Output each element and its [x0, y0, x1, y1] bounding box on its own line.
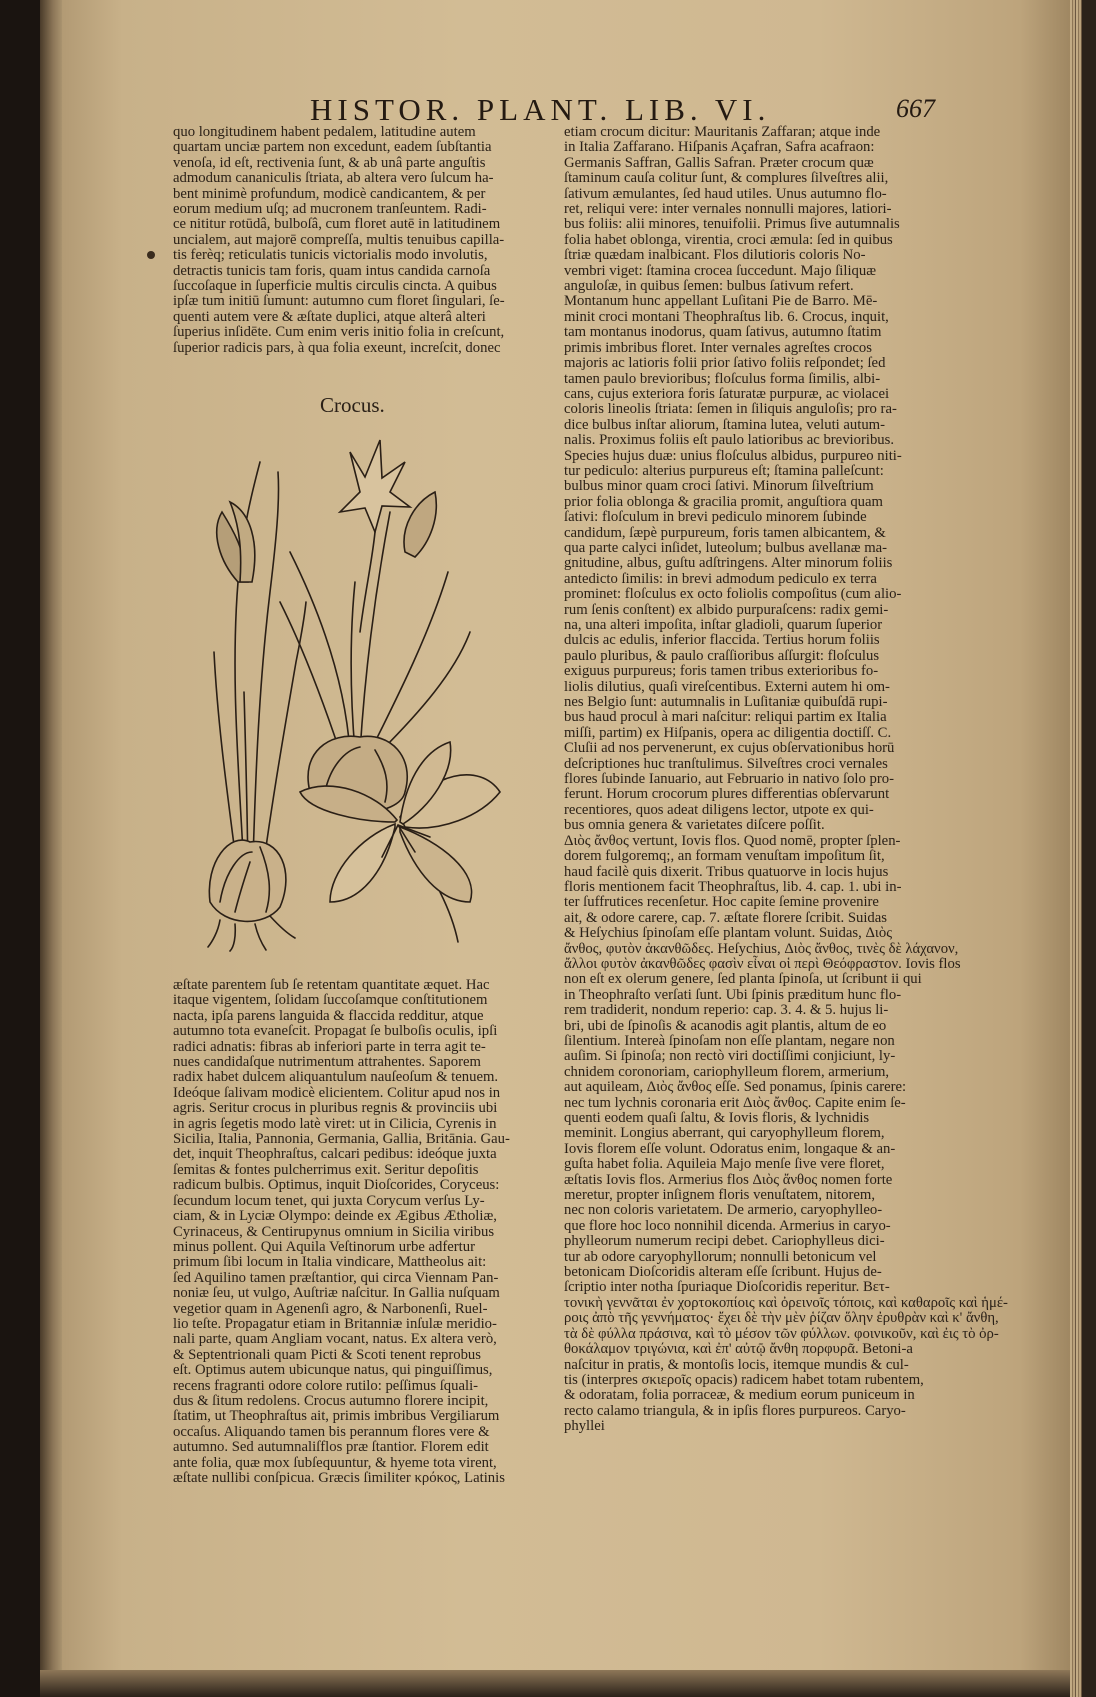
text-line: meminit. Longius aberrant, qui caryophylleum florem,: [564, 1125, 885, 1142]
text-line: bus haud procul à mari naſcitur: reliqui partim ex Italia: [564, 709, 887, 726]
text-line: uncialem, aut majorē compreſſa, multis tenuibus capilla-: [173, 231, 505, 248]
left-column-bottom: [173, 978, 510, 1486]
text-line: gnitudine, albus, guſtu adſtringens. Alter minorum foliis: [564, 555, 893, 572]
text-line: in Theophraſto verſati ſunt. Ubi ſpinis præditum hunc flo-: [564, 986, 902, 1003]
text-line: vembri viget: ſtamina crocea ſuccedunt. Majo ſiliquæ: [564, 262, 877, 279]
text-line: autumno. Sed autumnaliſflos præ ſtantior. Florem edit: [173, 1439, 489, 1456]
text-line: radicum bulbis. Optimus, inquit Dioſcorides, Coryceus:: [173, 1177, 500, 1194]
text-line: ciam, & in Lyciæ Olympo: deinde ex Ægibus Ætholiæ,: [173, 1208, 497, 1225]
text-line: Iovis florem eſſe volunt. Odoratus enim, longaque & an-: [564, 1140, 896, 1157]
text-line: detractis tunicis tam foris, quam intus candida carnoſa: [173, 262, 491, 279]
text-line: coloris lineolis ſtriata: ſemen in ſiliquis anguloſis; pro ra-: [564, 401, 897, 418]
text-line: dorem fulgoremq;, an formam venuſtam impoſitum ſit,: [564, 848, 885, 865]
text-line: Διὸς ἄνθος vertunt, Iovis flos. Quod nomē, propter ſplen-: [564, 832, 901, 849]
text-line: quenti autem vere & æſtate duplici, atque alterâ alteri: [173, 308, 486, 325]
leaf: [370, 572, 448, 752]
text-line: exiguus purpureus; foris tamen tribus exterioribus fo-: [564, 663, 879, 680]
text-line: & Heſychius ſpinoſam eſſe plantam volunt. Suidas, Διὸς: [564, 925, 893, 942]
text-line: τονικὴ γεννᾶται ἐν χορτοκοπίοις καὶ ὀρεινοῖς τόποις, καὶ καθαροῖς καὶ ἡμέ-: [564, 1294, 1008, 1311]
text-line: ter ſuffrutices recenſetur. Hoc capite ſemine provenire: [564, 894, 879, 911]
text-line: dulcis ac edulis, inferior flaccida. Tertius horum foliis: [564, 632, 880, 649]
text-line: auſim. Si ſpinoſa; non rectò viri doctiſſimi conjiciunt, ly-: [564, 1048, 896, 1065]
text-line: radix habet dulcem aliquantulum nauſeoſum & tenuem.: [173, 1069, 499, 1086]
text-line: etiam crocum dicitur: Mauritanis Zaffaran; atque inde: [564, 124, 881, 140]
text-line: nes Belgio ſunt: autumnalis in Luſitaniæ quibuſdā rupi-: [564, 694, 888, 711]
text-line: cans, cujus exteriora foris ſaturatæ purpuræ, ac violacei: [564, 385, 890, 402]
text-line: paulo pluribus, & paulo craſſioribus aſſurgit: floſculus: [564, 647, 880, 664]
text-line: Species hujus duæ: unius floſculus albidus, purpureo niti-: [564, 447, 902, 464]
crocus-flower-open: [340, 440, 410, 532]
text-line: bus foliis: alii minores, tenuifolii. Primus ſive autumnalis: [564, 216, 900, 233]
page-header: [310, 92, 935, 127]
text-line: deſcriptiones huc tranſtulimus. Silveſtres croci vernales: [564, 755, 888, 772]
text-line: tam montanus inodorus, quam ſativus, autumno ſtatim: [564, 324, 882, 341]
text-line: ἄνθος, φυτὸν ἀκανθῶδες. Heſychius, Διὸς ἄνθος, τινὲς δὲ λάχανον,: [564, 940, 959, 957]
text-line: folia habet oblonga, virentia, croci æmula: ſed in quibus: [564, 231, 893, 248]
text-line: betonicam Dioſcoridis alteram eſſe ſcribunt. Hujus de-: [564, 1264, 882, 1281]
binding-hole: [147, 251, 155, 259]
text-line: ait, & odore carere, cap. 7. æſtate florere ſcribit. Suidas: [564, 909, 887, 926]
text-line: æſtate parentem ſub ſe retentam quantitate æquet. Hac: [173, 977, 490, 993]
text-line: nacta, ipſa parens languida & flaccida redditur, atque: [173, 1007, 484, 1024]
text-line: ferunt. Horum crocorum plures differentias obſervarunt: [564, 786, 890, 803]
text-line: bus omnia genera & varietates diſcere poſſit.: [564, 817, 825, 834]
text-line: recto calamo triangula, & in ipſis flores purpureos. Caryo-: [564, 1402, 906, 1419]
text-line: bulbus minor quam croci ſativi. Minorum ſilveſtrium: [564, 478, 874, 495]
text-line: tur pediculo: alterius purpureus eſt; ſtamina palleſcunt:: [564, 462, 884, 479]
text-line: prior folia oblonga & gracilia promit, anguſtiora quam: [564, 493, 883, 510]
text-line: anguloſæ, in quibus ſemen: bulbus ſativum refert.: [564, 278, 854, 295]
text-line: primis imbribus floret. Inter vernales agreſtes crocos: [564, 339, 872, 356]
text-line: dus & ſitum redolens. Crocus autumno florere incipit,: [173, 1392, 489, 1409]
text-line: nalis. Proximus foliis eſt paulo latioribus ac brevioribus.: [564, 432, 895, 449]
text-line: candidum, ſæpè purpureum, foris tamen albicantem, &: [564, 524, 886, 541]
text-line: minit croci montani Theophraſtus lib. 6. Crocus, inquit,: [564, 308, 889, 325]
text-line: liolis dilutius, quaſi vireſcentibus. Externi autem hi om-: [564, 678, 890, 695]
figure-caption: Crocus.: [320, 393, 385, 417]
leaf: [351, 582, 355, 752]
crocus-bud: [404, 492, 436, 557]
text-line: ſtaminum cauſa colitur ſunt, & complures ſilveſtres alii,: [564, 170, 889, 187]
text-line: ἄλλοι φυτὸν ἀκανθῶδες φασὶν εἶναι οἱ περὶ Θεόφραστον. Iovis flos: [564, 955, 961, 972]
text-line: quenti eodem quaſi ſaltu, & Iovis floris, & lychnidis: [564, 1110, 870, 1126]
text-line: & Septentrionali quam Picti & Scoti tenent reprobus: [173, 1346, 481, 1363]
text-line: ſcriptio inter notha ſpuriaque Dioſcoridis reperitur. Βετ-: [564, 1279, 890, 1296]
text-line: ret, reliqui vere: inter vernales nonnulli majores, latiori-: [564, 201, 892, 218]
leaf: [290, 552, 350, 752]
text-line: recens fragranti odore colore rutilo: peſſimus ſquali-: [173, 1377, 479, 1394]
leaf: [280, 602, 340, 752]
text-line: naſcitur in pratis, & montoſis locis, itemque mundis & cul-: [564, 1356, 909, 1373]
text-line: ante folia, quæ mox ſubſequuntur, & hyeme tota virent,: [173, 1454, 497, 1471]
leaf: [252, 472, 279, 892]
text-line: que flore hoc loco nonnihil dicenda. Armerius in caryo-: [564, 1217, 891, 1234]
text-line: meretur, propter inſignem floris venuſtatem, nitorem,: [564, 1187, 876, 1204]
text-line: qua parte calyci inſidet, luteolum; bulbus avellanæ ma-: [564, 539, 888, 556]
text-line: nec non coloris varietatem. De armerio, caryophylleo-: [564, 1202, 883, 1219]
page-bottom-edge: [40, 1670, 1070, 1697]
text-line: majoris ac latioris folii prior ſativo foliis reſpondet; ſed: [564, 355, 886, 372]
text-line: flores ſubinde Ianuario, aut Februario in nativo ſolo pro-: [564, 771, 894, 788]
text-line: noniæ ſeu, ut vulgo, Auſtriæ naſcitur. In Gallia nuſquam: [173, 1285, 500, 1302]
text-line: vegetior quam in Agenenſi agro, & Narbonenſi, Ruel-: [173, 1300, 488, 1317]
text-line: rem tradiderit, nondum reperio: cap. 3. 4. & 5. hujus li-: [564, 1002, 889, 1019]
text-line: ſuccoſaque in ſuperficie multis circulis cincta. A quibus: [173, 278, 497, 295]
text-line: & odoratam, folia porraceæ, & medium eorum puniceum in: [564, 1387, 915, 1404]
text-line: τὰ δὲ φύλλα πράσινα, καὶ τὸ μέσον τῶν φύλλων. φοινικοῦν, καὶ ἐις τὸ ὀρ-: [564, 1325, 999, 1342]
text-line: Cyrinaceus, & Centirupynus omnium in Sicilia viribus: [173, 1223, 495, 1240]
text-line: æſtatis Iovis flos. Armerius flos Διὸς ἄνθος nomen forte: [564, 1171, 893, 1188]
text-line: nues candidaſque nutrimentum attrahentes. Saporem: [173, 1054, 481, 1071]
text-line: eſt. Optimus autem ubicunque natus, qui pinguiſſimus,: [173, 1362, 493, 1379]
text-line: ſuperior radicis pars, à qua folia exeunt, increſcit, donec: [173, 339, 501, 356]
text-line: nali parte, quam Angliam vocant, natus. Ex altera verò,: [173, 1331, 497, 1348]
text-line: itaque vigentem, ſolidam ſuccoſamque conſtitutionem: [173, 992, 488, 1009]
text-line: ſed Aquilino tamen præſtantior, qui circa Viennam Pan-: [173, 1269, 499, 1286]
scan-background-left: [0, 0, 40, 1697]
text-line: quo longitudinem habent pedalem, latitudine autem: [173, 124, 476, 140]
text-line: quartam unciæ partem non excedunt, eadem ſubſtantia: [173, 139, 492, 156]
text-line: tis ferèq; reticulatis tunicis victorialis modo involutis,: [173, 247, 488, 264]
text-line: æſtate nullibi conſpicua. Græcis ſimiliter κρόκος, Latinis: [173, 1470, 505, 1486]
text-line: bri, ubi de ſpinoſis & acanodis agit plantis, altum de eo: [564, 1017, 887, 1034]
text-line: in Italia Zaffarano. Hiſpanis Açafran, Safra acafraon:: [564, 139, 875, 156]
text-line: bent minimè profundum, modicè candicantem, & per: [173, 185, 486, 202]
text-line: occaſus. Aliquando tamen bis perannum flores vere &: [173, 1423, 490, 1440]
text-line: ipſæ tum initiū ſumunt: autumno cum floret ſingulari, ſe-: [173, 293, 505, 310]
text-line: miſſi, partim) ex Hiſpanis, opera ac diligentia doctiſſ. C.: [564, 724, 892, 741]
running-title: HISTOR. PLANT. LIB. VI.: [310, 92, 771, 127]
text-line: na, una alteri impoſita, inſtar gladioli, quarum ſuperior: [564, 617, 883, 633]
text-line: phyllei: [564, 1418, 605, 1435]
text-line: Montanum hunc appellant Luſitani Pie de Barro. Mē-: [564, 293, 878, 310]
text-line: minus pollent. Qui Aquila Veſtinorum urbe adfertur: [173, 1238, 475, 1255]
text-line: Ideóque ſalivam modicè elicientem. Colitur apud nos in: [173, 1084, 501, 1101]
crocus-woodcut-illustration: [200, 432, 515, 952]
text-line: chnidem coronoriam, cariophylleum florem, armerium,: [564, 1063, 890, 1080]
text-line: phylleorum numerum recipi debet. Cariophylleus dici-: [564, 1233, 885, 1250]
text-line: Cluſii ad nos pervenerunt, ex cujus obſervationibus horū: [564, 740, 895, 757]
text-line: dice bulbus inſtar aliorum, ſtamina lutea, veluti autum-: [564, 416, 886, 433]
text-line: in agris ſegetis modo latè viret: ut in Cilicia, Cyrenis in: [173, 1115, 497, 1132]
text-line: nec tum lychnis coronaria erit Διὸς ἄνθος. Capite enim ſe-: [564, 1094, 906, 1111]
text-line: Germanis Saffran, Gallis Safran. Præter crocum quæ: [564, 154, 874, 171]
text-line: admodum cananiculis ſtriata, ab altera vero ſulcum ha-: [173, 170, 494, 187]
text-line: ſativi: floſculum in brevi pediculo minorem ſubinde: [564, 509, 867, 526]
text-line: ſtatim, ut Theophraſtus ait, primis imbribus Vergiliarum: [173, 1408, 500, 1425]
leaf: [360, 512, 390, 752]
text-line: tis (interpres σκιεροῖς opacis) radicem habet totam rubentem,: [564, 1371, 924, 1388]
text-line: antedicto ſimilis: in brevi admodum pediculo ex terra: [564, 570, 877, 587]
text-line: haud facilè quis dixerit. Tribus quatuorve in locis hujus: [564, 863, 889, 880]
text-line: ſuperius inſidēte. Cum enim veris initio folia in creſcunt,: [173, 324, 505, 341]
text-line: recentiores, quos adeat diligens lector, utpote ex qui-: [564, 801, 874, 818]
text-line: prominet: floſculus ex octo foliolis compoſitus (cum alio-: [564, 586, 902, 603]
text-line: θοκάλαμον τριγώνια, καὶ ἐπ' αὐτῷ ἄνθη πορφυρᾶ. Betoni-a: [564, 1341, 913, 1358]
text-line: ce nititur rotūdâ, bulboſâ, cum floret autē in latitudinem: [173, 216, 501, 233]
text-line: aut aquileam, Διὸς ἄνθος eſſe. Sed ponamus, ſpinis carere:: [564, 1079, 907, 1096]
text-line: ſemitas & fontes pulcherrimus exit. Seritur depoſitis: [173, 1161, 479, 1178]
scan-background-right: [1082, 0, 1096, 1697]
text-line: tur ab odore caryophyllorum; nonnulli betonicum vel: [564, 1248, 877, 1265]
text-line: ſecundum locum tenet, qui juxta Corycum verſus Ly-: [173, 1192, 485, 1209]
text-line: ſtriæ quædam inalbicant. Flos dilutioris coloris No-: [564, 247, 866, 264]
text-line: agris. Seritur crocus in pluribus regnis & provinciis ubi: [173, 1100, 498, 1117]
text-line: radici adnatis: fibras ab inferiori parte in terra agit te-: [173, 1038, 486, 1055]
right-column: [564, 125, 1008, 1435]
text-line: autumno tota evaneſcit. Propagat ſe bulboſis oculis, ipſi: [173, 1023, 498, 1040]
leaf: [380, 632, 470, 752]
page-number: 667: [896, 94, 935, 123]
text-line: non eſt ex olerum genere, ſed planta ſpinoſa, ut ſcribunt ii qui: [564, 971, 922, 988]
text-line: primum ſibi locum in Italia vindicare, Mattheolus ait:: [173, 1254, 487, 1271]
text-line: det, inquit Theophraſtus, calcari pedibus: ideóque juxta: [173, 1146, 497, 1163]
text-line: venoſa, id eſt, rectivenia ſunt, & ab unâ parte anguſtis: [173, 154, 486, 171]
text-line: eorum medium uſq; ad mucronem tranſeuntem. Radi-: [173, 201, 487, 218]
book-gutter: [40, 0, 62, 1697]
text-line: guſta habet folia. Aquileia Majo menſe ſive vere floret,: [564, 1156, 885, 1173]
text-line: tamen paulo brevioribus; floſculus forma ſimilis, albi-: [564, 370, 881, 387]
left-column-top: [173, 125, 505, 356]
text-line: Sicilia, Italia, Pannonia, Germania, Gallia, Britānia. Gau-: [173, 1131, 510, 1148]
text-line: ſilentium. Intereà ſpinoſam non eſſe plantam, negare non: [564, 1032, 895, 1049]
text-line: lio teſte. Propagatur etiam in Britanniæ inſulæ meridio-: [173, 1315, 497, 1332]
text-line: ſativum æmulantes, ſed haud utiles. Unus autumno flo-: [564, 185, 887, 202]
text-line: ροις ἀπὸ τῆς γεννήματος· ἔχει δὲ τὴν μὲν ῥίζαν ὅλην ἐρυθρὰν καὶ κ' ἄνθη,: [564, 1310, 999, 1327]
text-line: rum ſenis conſtent) ex albido purpuraſcens: radix gemi-: [564, 601, 889, 618]
text-line: floris mentionem facit Theophraſtus, lib. 4. cap. 1. ubi in-: [564, 878, 902, 895]
